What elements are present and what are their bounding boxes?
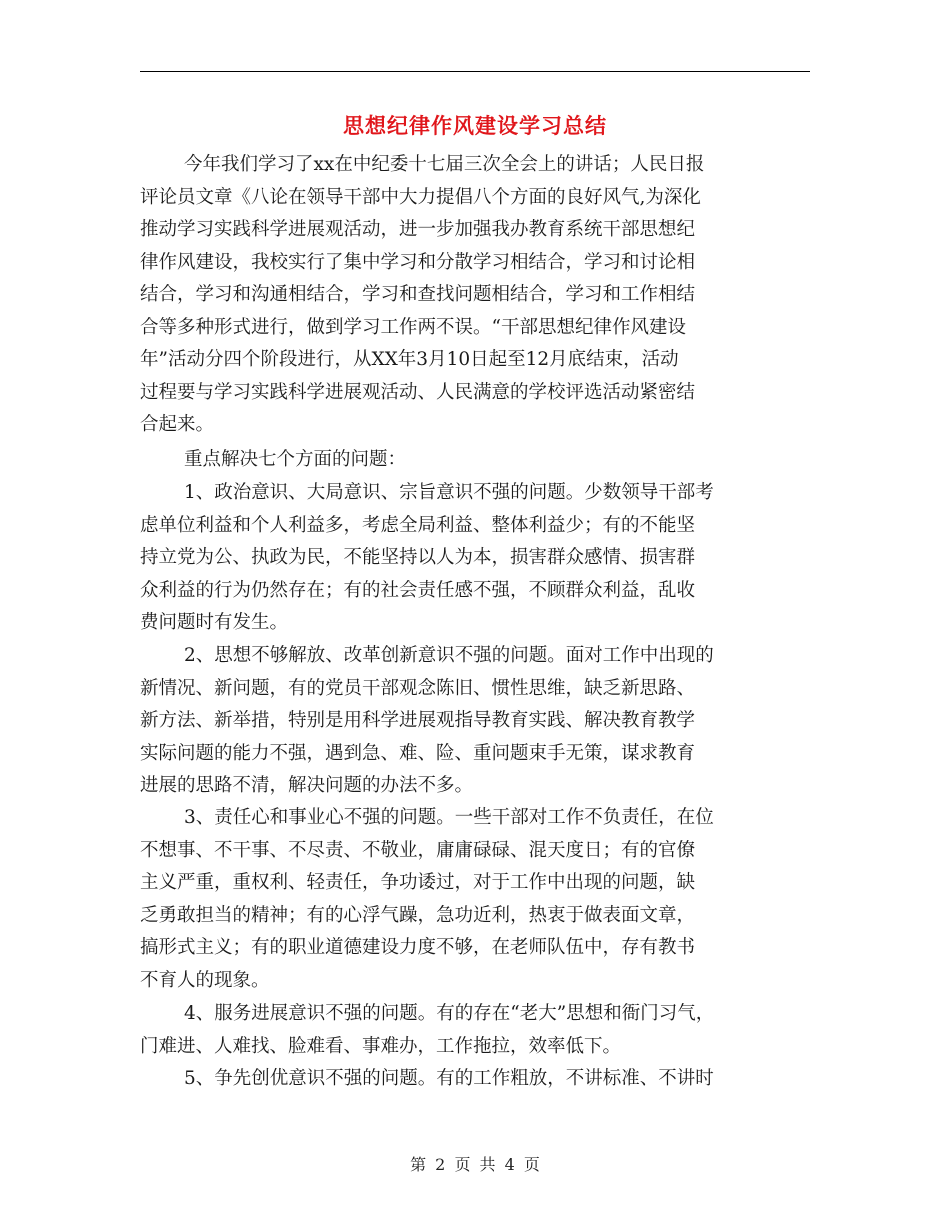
paragraph-key-issues-heading — [140, 444, 810, 477]
paragraph-intro — [140, 149, 810, 442]
paragraph-issue-1 — [140, 477, 810, 640]
page-footer: 第 2 页 共 4 页 — [410, 1155, 540, 1174]
paragraph-line: 过程要与学习实践科学进展观活动、人民满意的学校评选活动紧密结 — [140, 381, 696, 403]
paragraph-issue-4 — [140, 998, 810, 1063]
paragraph-line: 2、思想不够解放、改革创新意识不强的问题。面对工作中出现的 — [184, 645, 714, 666]
paragraph-line: 5、争先创优意识不强的问题。有的工作粗放，不讲标准、不讲时 — [184, 1068, 714, 1089]
paragraph-line: 律作风建设，我校实行了集中学习和分散学习相结合，学习和讨论相 — [140, 251, 696, 273]
paragraph-line: 推动学习实践科学进展观活动，进一步加强我办教育系统干部思想纪 — [140, 219, 696, 240]
paragraph-issue-5 — [140, 1063, 810, 1096]
paragraph-line: 不想事、不干事、不尽责、不敬业，庸庸碌碌、混天度日；有的官僚 — [140, 839, 696, 861]
paragraph-line: 新情况、新问题，有的党员干部观念陈旧、惯性思维，缺乏新思路、 — [140, 677, 696, 699]
paragraph-issue-2 — [140, 640, 810, 803]
paragraph-line: 主义严重，重权利、轻责任，争功诿过，对于工作中出现的问题，缺 — [140, 872, 696, 893]
paragraph-line: 合等多种形式进行，做到学习工作两不误。“干部思想纪律作风建设 — [140, 316, 686, 338]
paragraph-line: 年”活动分四个阶段进行，从XX年3月10日起至12月底结束，活动 — [140, 349, 679, 370]
paragraph-line: 费问题时有发生。 — [140, 612, 289, 633]
header-rule — [140, 71, 810, 72]
paragraph-line: 乏勇敢担当的精神；有的心浮气躁，急功近利，热衷于做表面文章， — [140, 904, 696, 926]
paragraph-line: 进展的思路不清，解决问题的办法不多。 — [140, 775, 474, 796]
paragraph-line: 实际问题的能力不强，遇到急、难、险、重问题束手无策，谋求教育 — [140, 742, 696, 764]
paragraph-line: 新方法、新举措，特别是用科学进展观指导教育实践、解决教育教学 — [140, 710, 696, 731]
paragraph-line: 4、服务进展意识不强的问题。有的存在“老大”思想和衙门习气， — [184, 1003, 715, 1024]
paragraph-line: 虑单位利益和个人利益多，考虑全局利益、整体利益少；有的不能坚 — [140, 514, 696, 536]
paragraph-issue-3 — [140, 802, 810, 997]
paragraph-line: 今年我们学习了xx在中纪委十七届三次全会上的讲话；人民日报 — [184, 154, 705, 175]
paragraph-line: 众利益的行为仍然存在；有的社会责任感不强，不顾群众利益，乱收 — [140, 579, 696, 601]
paragraph-line: 重点解决七个方面的问题： — [184, 449, 407, 470]
paragraph-line: 搞形式主义；有的职业道德建设力度不够，在老师队伍中，存有教书 — [140, 937, 696, 958]
paragraph-line: 评论员文章《八论在领导干部中大力提倡八个方面的良好风气,为深化 — [140, 186, 701, 208]
paragraph-line: 门难进、人难找、脸难看、事难办，工作拖拉，效率低下。 — [140, 1035, 622, 1057]
paragraph-line: 合起来。 — [140, 414, 215, 435]
document-title: 思想纪律作风建设学习总结 — [343, 113, 607, 138]
paragraph-line: 不育人的现象。 — [140, 969, 270, 991]
paragraph-line: 结合，学习和沟通相结合，学习和查找问题相结合，学习和工作相结 — [140, 284, 696, 305]
paragraph-line: 持立党为公、执政为民，不能坚持以人为本，损害群众感情、损害群 — [140, 547, 696, 568]
paragraph-line: 1、政治意识、大局意识、宗旨意识不强的问题。少数领导干部考 — [184, 482, 714, 503]
paragraph-line: 3、责任心和事业心不强的问题。一些干部对工作不负责任，在位 — [184, 807, 714, 828]
